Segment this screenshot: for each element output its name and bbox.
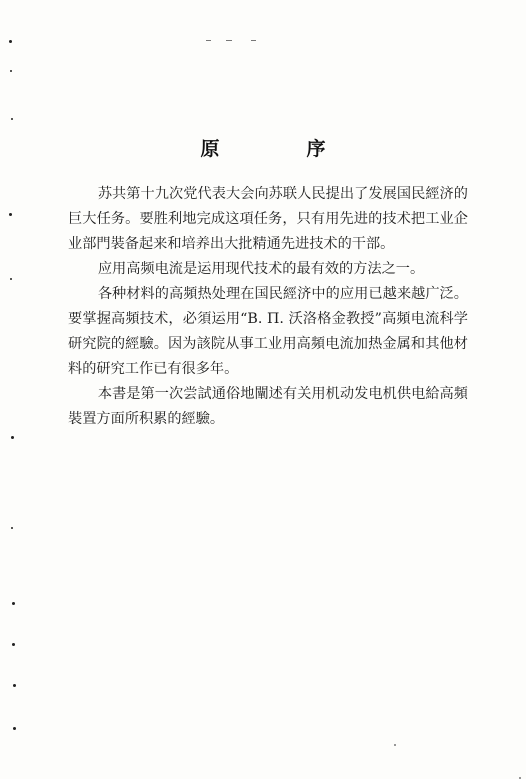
scan-speck — [12, 602, 15, 605]
preface-title: 原 序 — [200, 138, 360, 160]
scan-speck — [11, 436, 14, 439]
scan-speck — [9, 40, 12, 43]
paragraph: 本書是第一次尝試通俗地闡述有关用机动发电机供电給高頻裝置方面所积累的經驗。 — [68, 386, 468, 427]
scan-speck — [11, 118, 13, 120]
scan-speck — [251, 40, 256, 41]
scan-speck — [11, 527, 13, 529]
scan-speck — [10, 70, 12, 72]
scan-speck — [9, 213, 12, 216]
scan-speck — [206, 40, 211, 41]
preface-body — [68, 182, 468, 432]
paragraph: 应用高频电流是运用现代技术的最有效的方法之一。 — [97, 261, 425, 277]
paragraph: 各种材料的高頻热处理在国民經济中的应用已越来越广泛。要掌握高頻技术，必須运用“B. П. 沃洛格金教授”高頻电流科学研究院的經驗。因为該院从事工业用高頻电流加热金属和其他材料的研究工作已有很多年。 — [68, 286, 468, 377]
scan-speck — [13, 727, 16, 730]
scan-speck — [226, 40, 232, 41]
scan-speck — [10, 278, 12, 280]
scan-speck — [12, 643, 15, 646]
scan-speck — [13, 684, 16, 687]
paragraph: 苏共第十九次党代表大会向苏联人民提出了发展国民經济的巨大任务。要胜利地完成这項任务，只有用先进的技术把工业企业部門裝备起来和培养出大批精通先进技术的干部。 — [68, 186, 468, 252]
scan-speck — [394, 744, 396, 746]
